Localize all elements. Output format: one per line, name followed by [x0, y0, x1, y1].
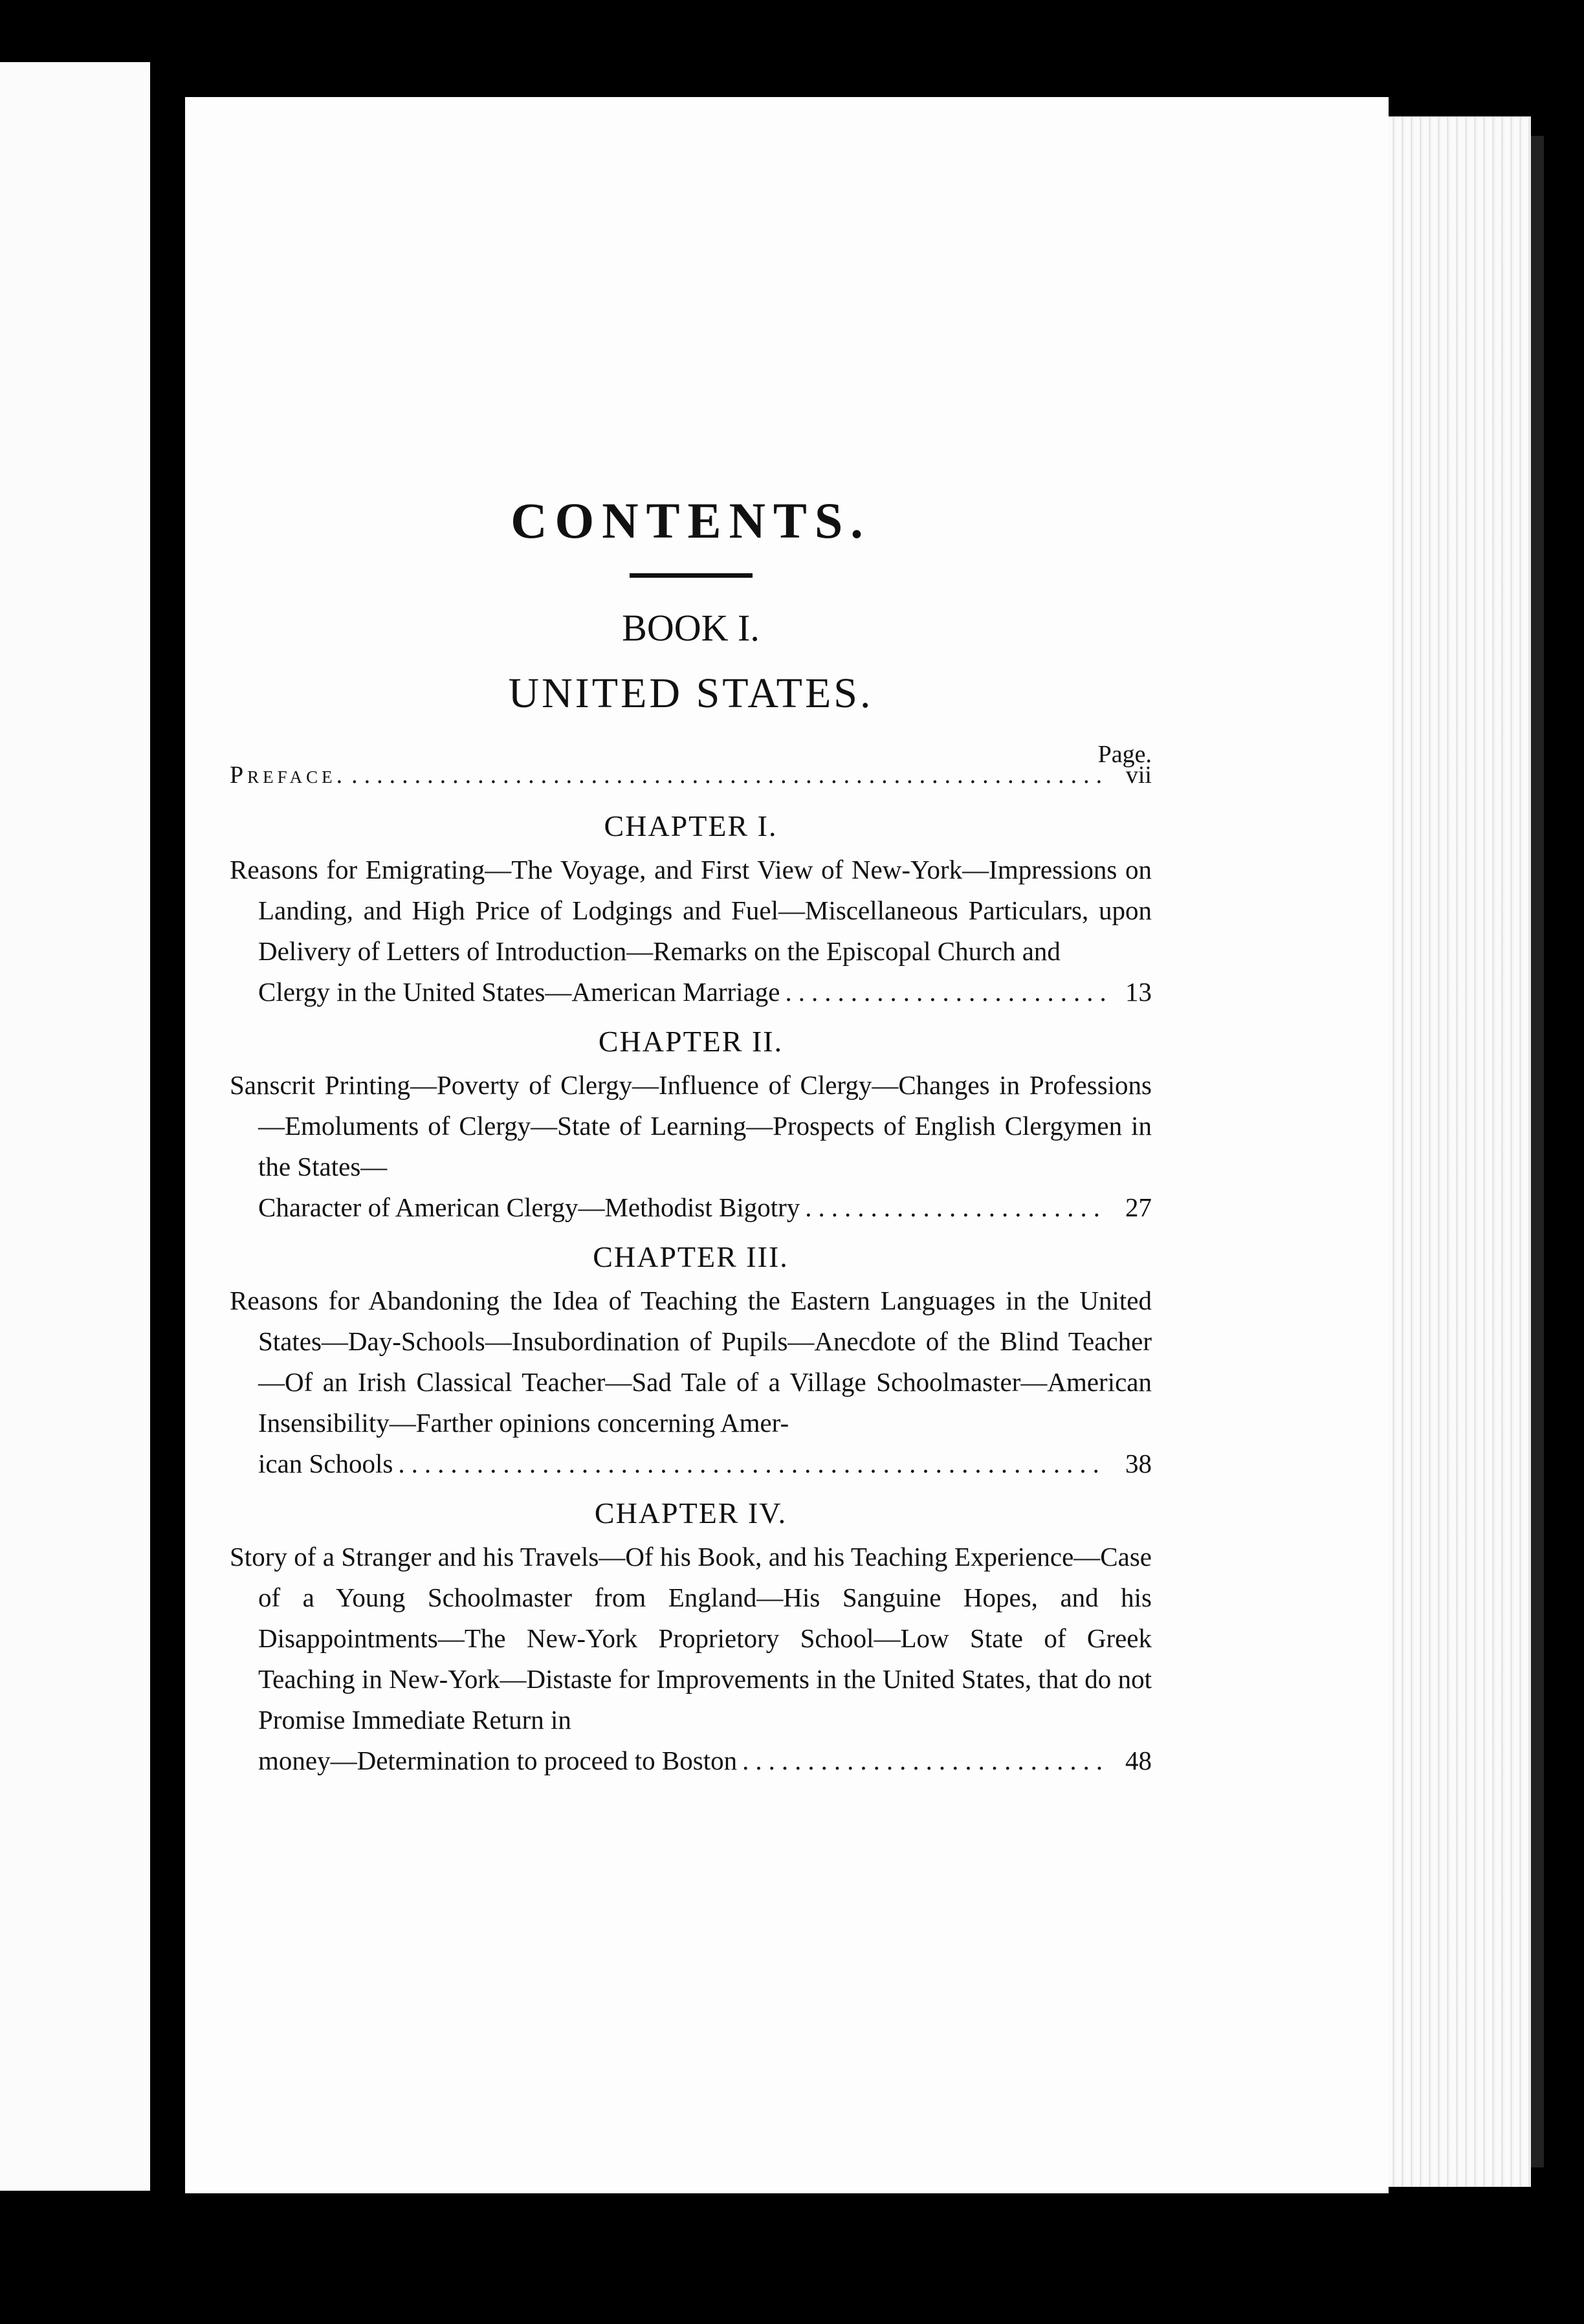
dot-leaders	[398, 1443, 1106, 1484]
section-heading: UNITED STATES.	[508, 670, 874, 717]
preface-label: Preface.	[230, 762, 347, 789]
chapter-3	[230, 1240, 1152, 1484]
chapter-summary: Reasons for Emigrating—The Voyage, and First View of New-York—Impressions on Landing, and High Price of Lodgings and Fuel—Miscellaneous Particulars, upon Delivery of Letters of Introduction—Remarks on the Episcopal Church and	[230, 855, 1152, 966]
dot-leaders	[742, 1740, 1106, 1781]
chapter-summary-end: ican Schools	[258, 1449, 393, 1478]
chapter-page: 48	[1125, 1746, 1152, 1775]
chapter-page: 27	[1125, 1192, 1152, 1222]
chapter-2	[230, 1024, 1152, 1228]
chapter-last-line	[230, 1187, 1152, 1228]
page-edges	[1389, 116, 1531, 2187]
dot-leaders	[351, 761, 1106, 789]
book-heading: BOOK I.	[622, 607, 760, 649]
chapter-last-line	[230, 972, 1152, 1013]
dot-leaders	[786, 972, 1107, 1013]
chapter-heading: CHAPTER I.	[604, 809, 778, 842]
chapter-summary: Sanscrit Printing—Poverty of Clergy—Influence of Clergy—Changes in Professions—Emoluments of Clergy—State of Learning—Prospects of English Clergymen in the States—	[230, 1070, 1152, 1181]
page-column-header: Page.	[1097, 741, 1152, 768]
book-gutter	[150, 71, 185, 2180]
title-rule	[630, 573, 753, 578]
contents-page	[230, 492, 1152, 1781]
chapter-page: 13	[1125, 977, 1152, 1007]
preface-page: vii	[1125, 762, 1152, 789]
chapter-summary-end: Character of American Clergy—Methodist Bigotry	[258, 1192, 800, 1222]
chapter-summary: Story of a Stranger and his Travels—Of his Book, and his Teaching Experience—Case of a Young Schoolmaster from England—His Sanguine Hopes, and his Disappointments—The New-York Proprietory School—Low State of Greek Teaching in New-York—Distaste for Improvements in the United States, that do not Promise Immediate Return in	[230, 1542, 1152, 1735]
chapter-1	[230, 809, 1152, 1013]
chapter-page: 38	[1125, 1449, 1152, 1478]
chapter-heading: CHAPTER IV.	[594, 1496, 787, 1529]
chapter-heading: CHAPTER III.	[593, 1240, 789, 1273]
chapter-last-line	[230, 1443, 1152, 1484]
chapter-heading: CHAPTER II.	[598, 1025, 784, 1058]
preface-entry	[230, 761, 1152, 789]
page-title: CONTENTS.	[511, 492, 871, 549]
chapter-summary-end: Clergy in the United States—American Marriage	[258, 977, 780, 1007]
chapter-4	[230, 1496, 1152, 1781]
dot-leaders	[805, 1187, 1106, 1228]
book-cover-edge	[1531, 136, 1544, 2167]
left-page-edge	[0, 62, 150, 2191]
chapter-summary: Reasons for Abandoning the Idea of Teaching the Eastern Languages in the United States—Day-Schools—Insubordination of Pupils—Anecdote of the Blind Teacher—Of an Irish Classical Teacher—Sad Tale of a Village Schoolmaster—American Insensibility—Farther opinions concerning Amer-	[230, 1286, 1152, 1438]
chapter-summary-end: money—Determination to proceed to Boston	[258, 1746, 738, 1775]
chapter-last-line	[230, 1740, 1152, 1781]
